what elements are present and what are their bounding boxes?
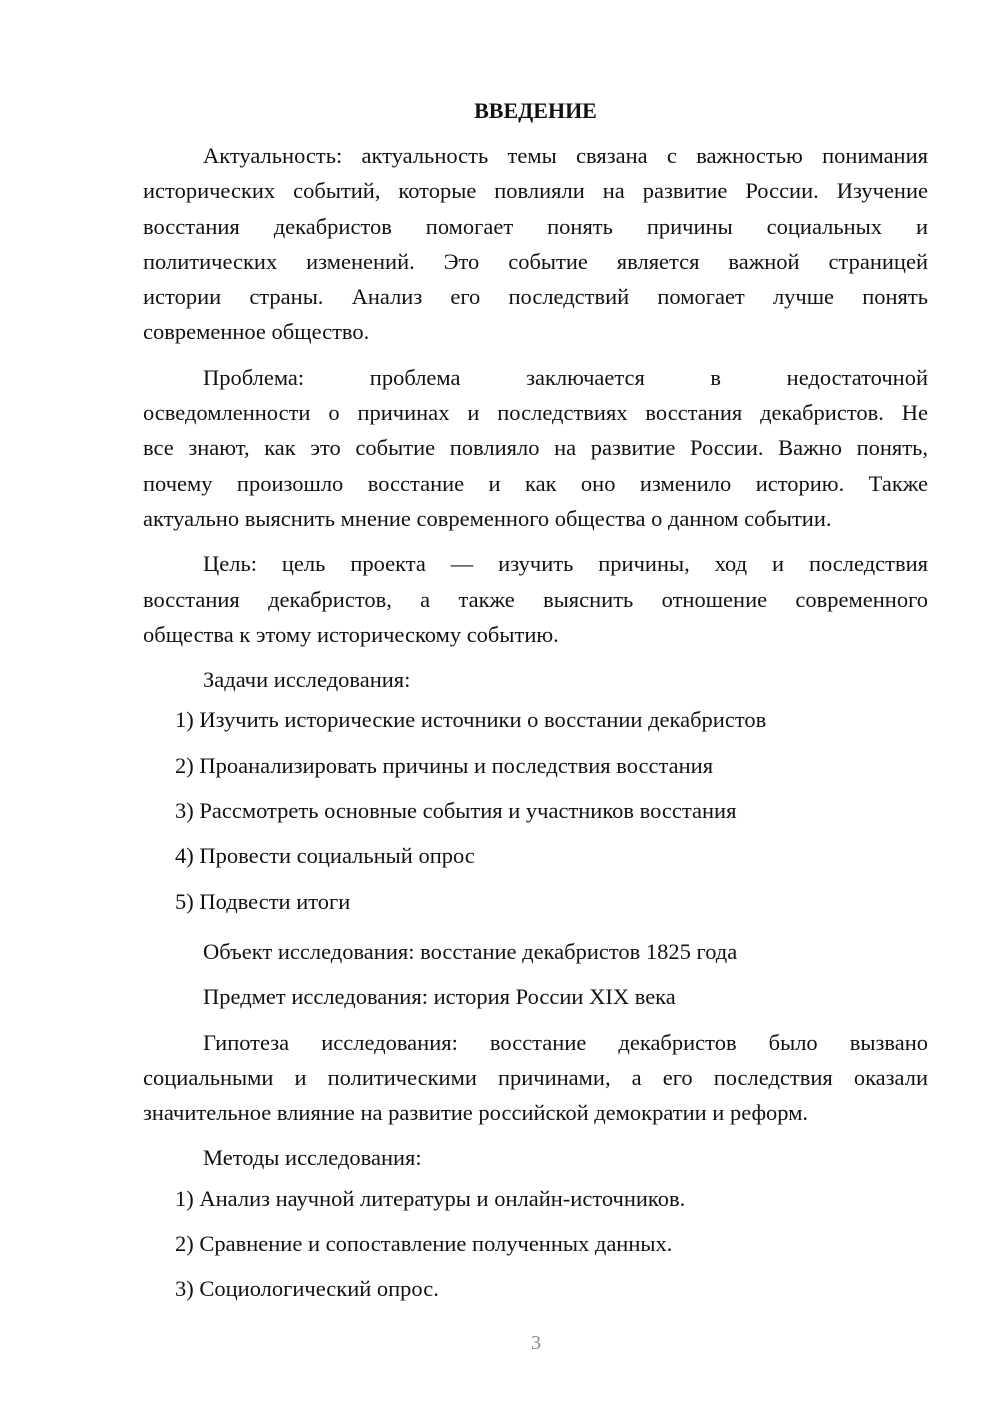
list-item: 4) Провести социальный опрос xyxy=(175,843,475,869)
numbered-list xyxy=(143,697,928,923)
paragraph xyxy=(143,360,928,536)
text-line: общества к этому историческому событию. xyxy=(143,621,559,647)
paragraph xyxy=(143,979,928,1014)
page-number: 3 xyxy=(531,1332,541,1354)
text-line: социальными и политическими причинами, а его последствия оказали xyxy=(143,1064,928,1090)
text-line: Гипотеза исследования: восстание декабристов было вызвано xyxy=(203,1029,928,1055)
text-line: истории страны. Анализ его последствий помогает лучше понять xyxy=(143,284,928,310)
list-item: 3) Социологический опрос. xyxy=(175,1276,439,1302)
text-line: актуально выяснить мнение современного общества о данном событии. xyxy=(143,505,832,531)
text-line: политических изменений. Это событие является важной страницей xyxy=(143,248,928,274)
paragraph xyxy=(143,546,928,652)
paragraph xyxy=(143,934,928,969)
text-line: Актуальность: актуальность темы связана с важностью понимания xyxy=(203,143,928,168)
paragraph xyxy=(143,1140,928,1175)
list-item: 2) Сравнение и сопоставление полученных данных. xyxy=(175,1231,673,1257)
numbered-list xyxy=(143,1176,928,1312)
text-line: Предмет исследования: история России XIX века xyxy=(203,984,676,1010)
list-item: 1) Анализ научной литературы и онлайн-источников. xyxy=(175,1185,686,1211)
document-page xyxy=(143,93,928,1312)
text-line: осведомленности о причинах и последствиях восстания декабристов. Не xyxy=(143,400,928,426)
text-line: все знают, как это событие повлияло на развитие России. Важно понять, xyxy=(143,435,928,461)
text-line: восстания декабристов помогает понять причины социальных и xyxy=(143,213,928,239)
text-line: Задачи исследования: xyxy=(203,667,411,693)
text-line: Объект исследования: восстание декабристов 1825 года xyxy=(203,938,738,964)
text-line: значительное влияние на развитие российской демократии и реформ. xyxy=(143,1100,809,1126)
paragraph xyxy=(143,138,928,350)
document-body xyxy=(143,138,928,1312)
paragraph xyxy=(143,1025,928,1131)
text-line: Проблема: проблема заключается в недостаточной xyxy=(203,364,928,390)
text-line: почему произошло восстание и как оно изменило историю. Также xyxy=(143,470,928,496)
list-item: 2) Проанализировать причины и последствия восстания xyxy=(175,752,714,778)
paragraph xyxy=(143,662,928,697)
text-line: современное общество. xyxy=(143,319,370,345)
list-item: 5) Подвести итоги xyxy=(175,888,351,914)
section-title: ВВЕДЕНИЕ xyxy=(474,98,597,123)
list-item: 3) Рассмотреть основные события и участников восстания xyxy=(175,798,737,824)
text-line: исторических событий, которые повлияли на развитие России. Изучение xyxy=(143,178,928,204)
text-line: Методы исследования: xyxy=(203,1145,422,1171)
list-item: 1) Изучить исторические источники о восстании декабристов xyxy=(175,707,767,733)
text-line: Цель: цель проекта — изучить причины, ход и последствия xyxy=(203,551,928,577)
text-line: восстания декабристов, а также выяснить отношение современного xyxy=(143,586,928,612)
